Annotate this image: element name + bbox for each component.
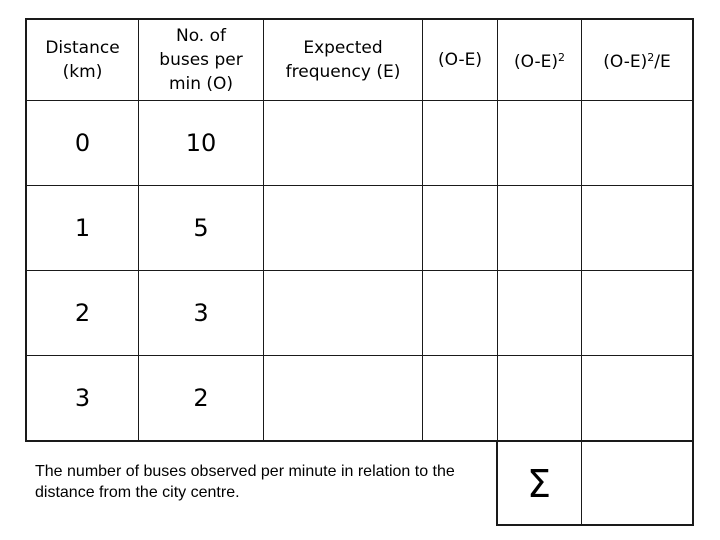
header-chi-suffix: /E <box>654 52 671 72</box>
header-buses-line2: buses per <box>159 50 243 70</box>
header-o-minus-e-squared-base: (O-E) <box>514 52 558 72</box>
cell-distance: 0 <box>74 129 91 157</box>
header-o-minus-e <box>423 20 497 100</box>
header-chi-base: (O-E) <box>603 52 648 72</box>
header-expected-frequency <box>264 20 422 100</box>
cell-distance: 2 <box>74 299 91 327</box>
header-buses-line1: No. of <box>175 26 226 46</box>
header-distance <box>27 20 138 100</box>
cell-buses: 5 <box>193 214 209 242</box>
header-o-minus-e-text: (O-E) <box>438 50 482 70</box>
header-distance-line1: Distance <box>45 38 120 58</box>
cell-buses: 10 <box>185 129 217 157</box>
header-chi-term <box>582 20 692 100</box>
cell-buses: 3 <box>193 299 209 327</box>
table-caption: The number of buses observed per minute in relation to the distance from the city centre. <box>35 463 455 501</box>
cell-buses: 2 <box>193 384 209 412</box>
sum-box-right <box>692 442 694 526</box>
sum-box-bottom <box>496 524 694 526</box>
header-buses-observed <box>139 20 263 100</box>
header-o-minus-e-squared <box>498 20 581 100</box>
header-expected-line2: frequency (E) <box>285 62 401 82</box>
cell-distance: 1 <box>74 214 91 242</box>
table-border-right <box>692 18 694 442</box>
header-buses-line3: min (O) <box>168 74 234 94</box>
sum-box-divider <box>581 442 582 526</box>
cell-distance: 3 <box>74 384 91 412</box>
sum-symbol: Σ <box>526 462 551 506</box>
header-o-minus-e-squared-exp: 2 <box>558 51 565 64</box>
header-distance-line2: (km) <box>62 62 103 82</box>
table-border-bottom <box>25 440 694 442</box>
header-expected-line1: Expected <box>303 38 383 58</box>
header-chi-exp: 2 <box>647 51 655 64</box>
